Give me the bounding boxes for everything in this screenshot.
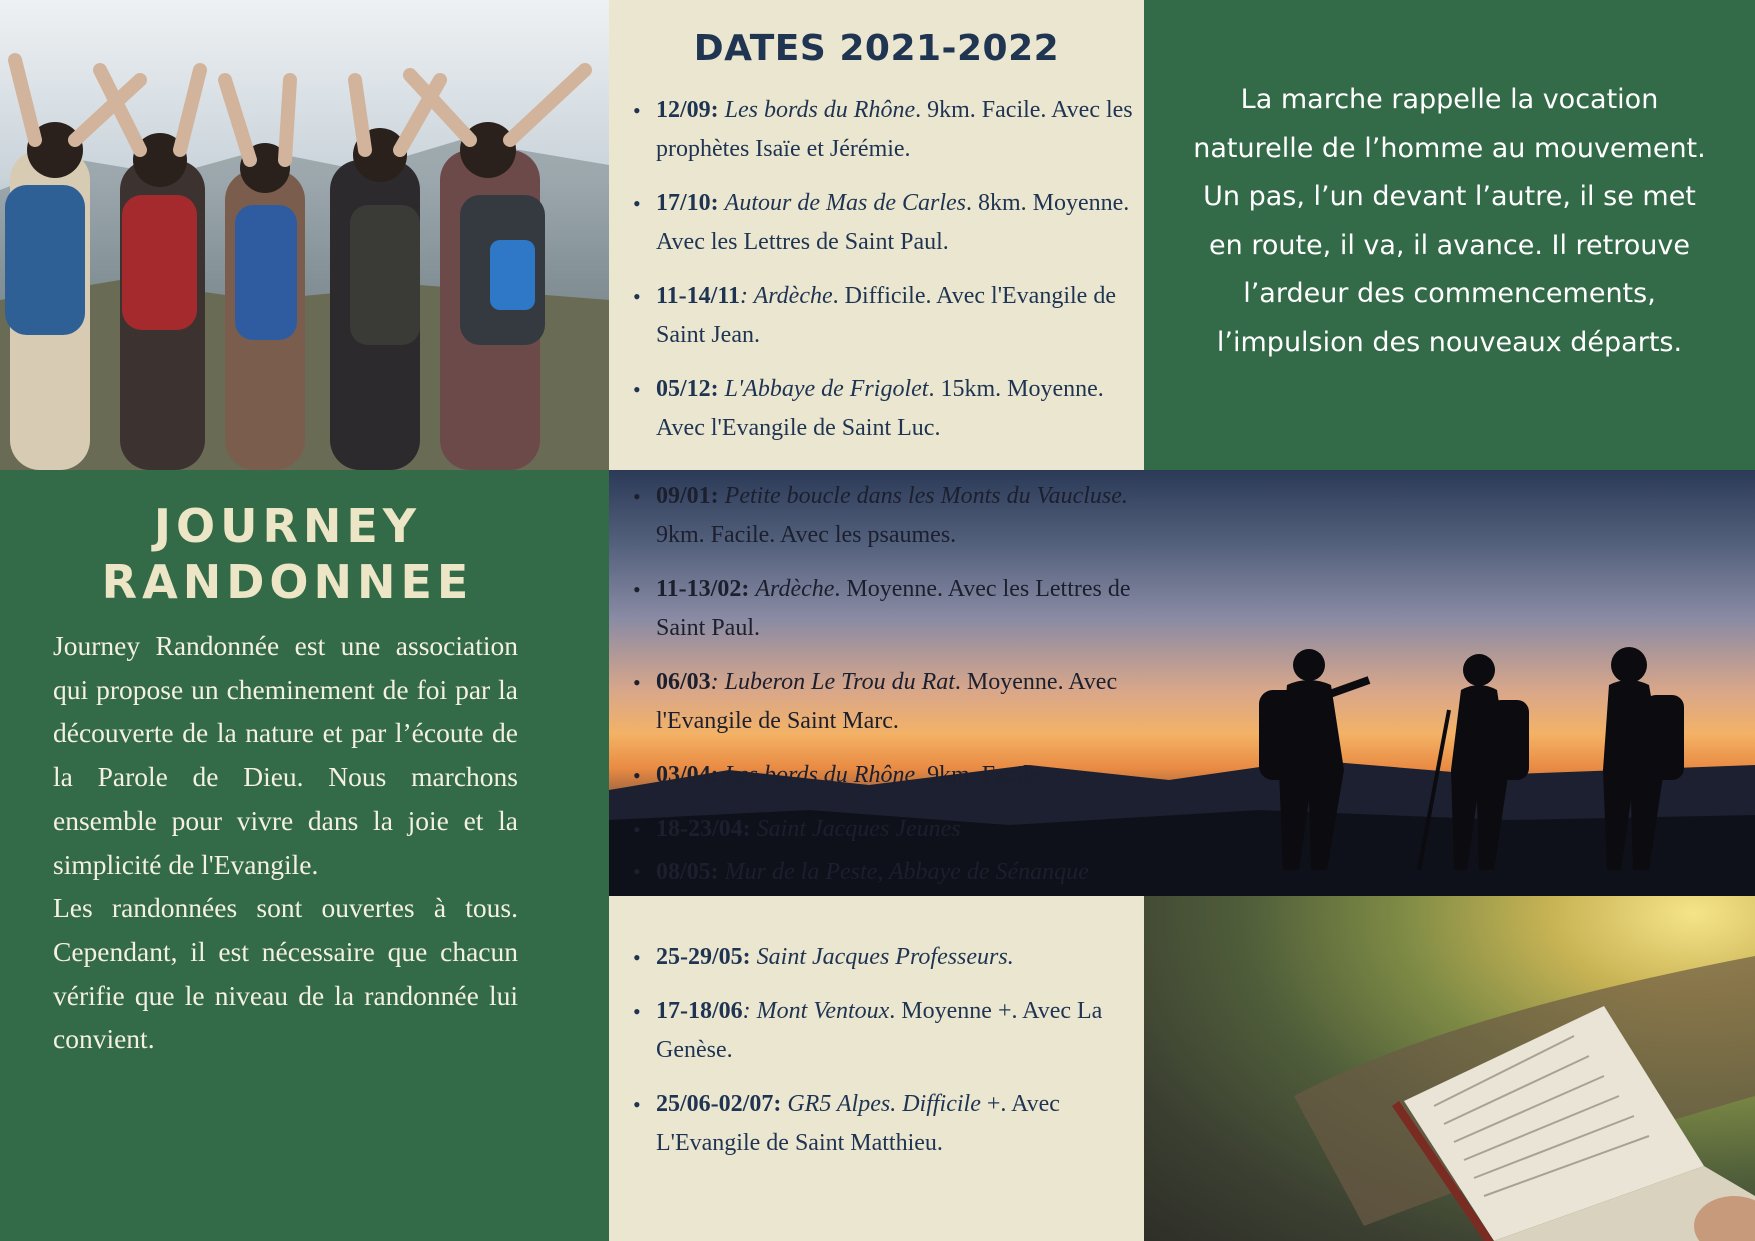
dates-panel-top — [609, 0, 1144, 470]
journey-paragraph: Les randonnées sont ouvertes à tous. Cependant, il est nécessaire que chacun vérifie que le niveau de la randonnée lui convient. — [53, 892, 518, 1055]
journey-title — [0, 498, 575, 610]
journey-title-line2: RANDONNEE — [101, 555, 474, 609]
hikers-illustration — [0, 0, 609, 470]
photo-hikers-raising-arms — [0, 0, 609, 470]
quote-text: La marche rappelle la vocation naturelle de l’homme au mouvement. Un pas, l’un devant l’autre, il se met en route, il va, il avance. Il retrouve l’ardeur des commencements, l’impulsion des nouveaux départs. — [1193, 84, 1706, 358]
journey-panel — [0, 470, 609, 1241]
list-item: • 05/12: L'Abbaye de Frigolet. 15km. Moyenne. Avec l'Evangile de Saint Luc. — [609, 370, 1149, 448]
list-item: • 12/09: Les bords du Rhône. 9km. Facile. Avec les prophètes Isaïe et Jérémie. — [609, 91, 1149, 169]
list-item: • 11-14/11: Ardèche. Difficile. Avec l'Evangile de Saint Jean. — [609, 277, 1149, 355]
journey-title-line1: JOURNEY — [153, 499, 422, 553]
list-item: • 18-23/04: Saint Jacques Jeunes — [609, 810, 1169, 849]
journey-paragraph: Journey Randonnée est une association qui propose un cheminement de foi par la découverte de la nature et par l’écoute de la Parole de Dieu. Nous marchons ensemble pour vivre dans la joie et la simplicité de l'Evangile. — [53, 630, 518, 880]
quote-panel — [1144, 0, 1755, 470]
list-item: • 09/01: Petite boucle dans les Monts du Vaucluse. 9km. Facile. Avec les psaumes. — [609, 477, 1169, 555]
sunset-hikers-photo — [609, 470, 1755, 896]
list-item: • 25-29/05: Saint Jacques Professeurs. — [609, 938, 1149, 977]
list-item: • 11-13/02: Ardèche. Moyenne. Avec les Lettres de Saint Paul. — [609, 570, 1169, 648]
list-item: • 03/04: Les bords du Rhône. 9km. Facile. — [609, 756, 1169, 795]
photo-open-bible — [1144, 896, 1755, 1241]
list-item: • 06/03: Luberon Le Trou du Rat. Moyenne. Avec l'Evangile de Saint Marc. — [609, 663, 1169, 741]
journey-description — [53, 624, 518, 1061]
dates-title: DATES 2021-2022 — [693, 28, 1060, 69]
open-bible-illustration — [1144, 896, 1755, 1241]
dates-list-middle — [609, 470, 1169, 938]
dates-panel-bottom — [609, 896, 1144, 1241]
dates-list-top — [609, 91, 1149, 463]
dates-list-bottom — [609, 896, 1149, 1178]
list-item: • 08/05: Mur de la Peste, Abbaye de Sénanque — [609, 855, 1169, 923]
list-item: • 25/06-02/07: GR5 Alpes. Difficile +. Avec L'Evangile de Saint Matthieu. — [609, 1085, 1149, 1163]
list-item: • 17/10: Autour de Mas de Carles. 8km. Moyenne. Avec les Lettres de Saint Paul. — [609, 184, 1149, 262]
list-item: • 17-18/06: Mont Ventoux. Moyenne +. Avec La Genèse. — [609, 992, 1149, 1070]
